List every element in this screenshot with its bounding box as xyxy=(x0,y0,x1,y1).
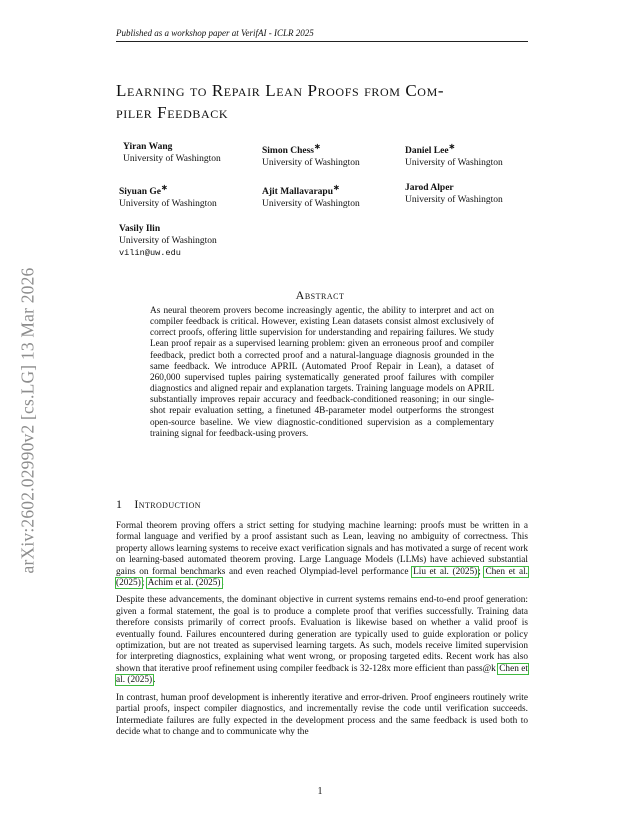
citation-link[interactable]: Chen et al. (2025) xyxy=(116,566,528,589)
abstract-text: As neural theorem provers become increasingly agentic, the ability to interpret and act on compiler feedback is critical. However, existing Lean datasets consist almost exclusively of correct proofs, offering little supervision for understanding and repairing failures. We study Lean proof repair as a supervised learning problem: given an erroneous proof and compiler feedback, predict both a corrected proof and a natural-language diagnosis grounded in the same feedback. We introduce APRIL (Automated Proof Repair in Lean), a dataset of 260,000 supervised tuples pairing systematically generated proof failures with compiler diagnostics and aligned repair and explanation targets. Training language models on APRIL substantially improves repair accuracy and feedback-conditioned reasoning; in our single-shot repair evaluation setting, a finetuned 4B-parameter model outperforms the strongest open-source baseline. We view diagnostic-conditioned supervision as a complementary training signal for feedback-using provers. xyxy=(150,306,494,439)
paper-title-line-1: Learning to Repair Lean Proofs from Com- xyxy=(116,81,445,100)
author-affiliation: University of Washington xyxy=(123,154,221,164)
paragraph: Despite these advancements, the dominant objective in current systems remains end-to-end proof generation: given a formal statement, the goal is to produce a complete proof that verifies successfully. Training data therefore consists primarily of correct proofs. Evaluation is likewise based on whether a valid proof is eventually found. Failures encountered during generation are typically used to guide exploration or policy optimization, but are not treated as supervised learning targets. As such, models receive limited supervision for interpreting diagnostics, explaining what went wrong, or proposing targeted edits. Recent work has also shown that iterative proof refinement using compiler feedback is 32-128x more efficient than pass@k Chen et al. (2025). xyxy=(116,595,528,686)
equal-contribution-mark: ∗ xyxy=(332,183,340,192)
arxiv-identifier-text: arXiv:2602.02990v2 [cs.LG] 13 Mar 2026 xyxy=(17,266,38,574)
body-text xyxy=(116,521,528,744)
author-name: Simon Chess xyxy=(262,146,314,157)
author-entry xyxy=(123,141,263,165)
author-affiliation: University of Washington xyxy=(119,199,217,210)
author-email[interactable]: vilin@uw.edu xyxy=(119,248,181,258)
author-entry xyxy=(262,182,402,210)
section-number: 1 xyxy=(116,497,123,511)
author-entry xyxy=(405,141,545,169)
author-name: Yiran Wang xyxy=(123,142,173,152)
author-entry xyxy=(262,141,402,169)
author-name: Vasily Ilin xyxy=(119,224,161,234)
author-entry xyxy=(119,223,259,259)
citation-link[interactable]: Achim et al. (2025) xyxy=(147,578,221,589)
author-affiliation: University of Washington xyxy=(262,158,360,169)
section-heading xyxy=(116,497,516,512)
author-affiliation: University of Washington xyxy=(119,236,217,246)
abstract-heading: Abstract xyxy=(295,288,345,302)
equal-contribution-mark: ∗ xyxy=(160,183,168,192)
paper-title-line-2: piler Feedback xyxy=(116,103,229,122)
author-name: Daniel Lee xyxy=(405,146,449,157)
running-header: Published as a workshop paper at VerifAI - ICLR 2025 xyxy=(116,28,528,42)
paragraph: Formal theorem proving offers a strict setting for studying machine learning: proofs must be written in a formal language and verified by a proof assistant such as Lean, leaving no ambiguity of correctness. This property allows learning systems to receive exact verification signals and has motivated a surge of recent work on learning-based automated theorem proving. Large Language Models (LLMs) have achieved substantial gains on formal benchmarks and even reached Olympiad-level performance Liu et al. (2025); Chen et al. (2025); Achim et al. (2025). xyxy=(116,521,528,589)
equal-contribution-mark: ∗ xyxy=(314,142,321,151)
author-affiliation: University of Washington xyxy=(262,199,360,210)
author-name: Jarod Alper xyxy=(405,183,454,193)
citation-link[interactable]: Liu et al. (2025) xyxy=(413,566,478,577)
section-title: Introduction xyxy=(134,497,201,511)
author-name: Ajit Mallavarapu xyxy=(262,187,333,198)
arxiv-identifier-stamp xyxy=(18,230,38,610)
paper-title xyxy=(116,80,536,124)
citation-link[interactable]: Chen et al. (2025) xyxy=(116,663,528,686)
author-affiliation: University of Washington xyxy=(405,195,503,205)
author-name: Siyuan Ge xyxy=(119,187,161,198)
author-affiliation: University of Washington xyxy=(405,158,503,169)
author-entry xyxy=(405,182,545,206)
equal-contribution-mark: ∗ xyxy=(448,142,456,151)
page-number: 1 xyxy=(317,786,323,797)
paragraph: In contrast, human proof development is inherently iterative and error-driven. Proof engineers routinely write partial proofs, inspect compiler diagnostics, and incrementally revise the code until verification succeeds. Intermediate failures are fully expected in the development process and the same feedback is used both to decide what to change and to communicate why the xyxy=(116,692,528,737)
author-entry xyxy=(119,182,259,210)
